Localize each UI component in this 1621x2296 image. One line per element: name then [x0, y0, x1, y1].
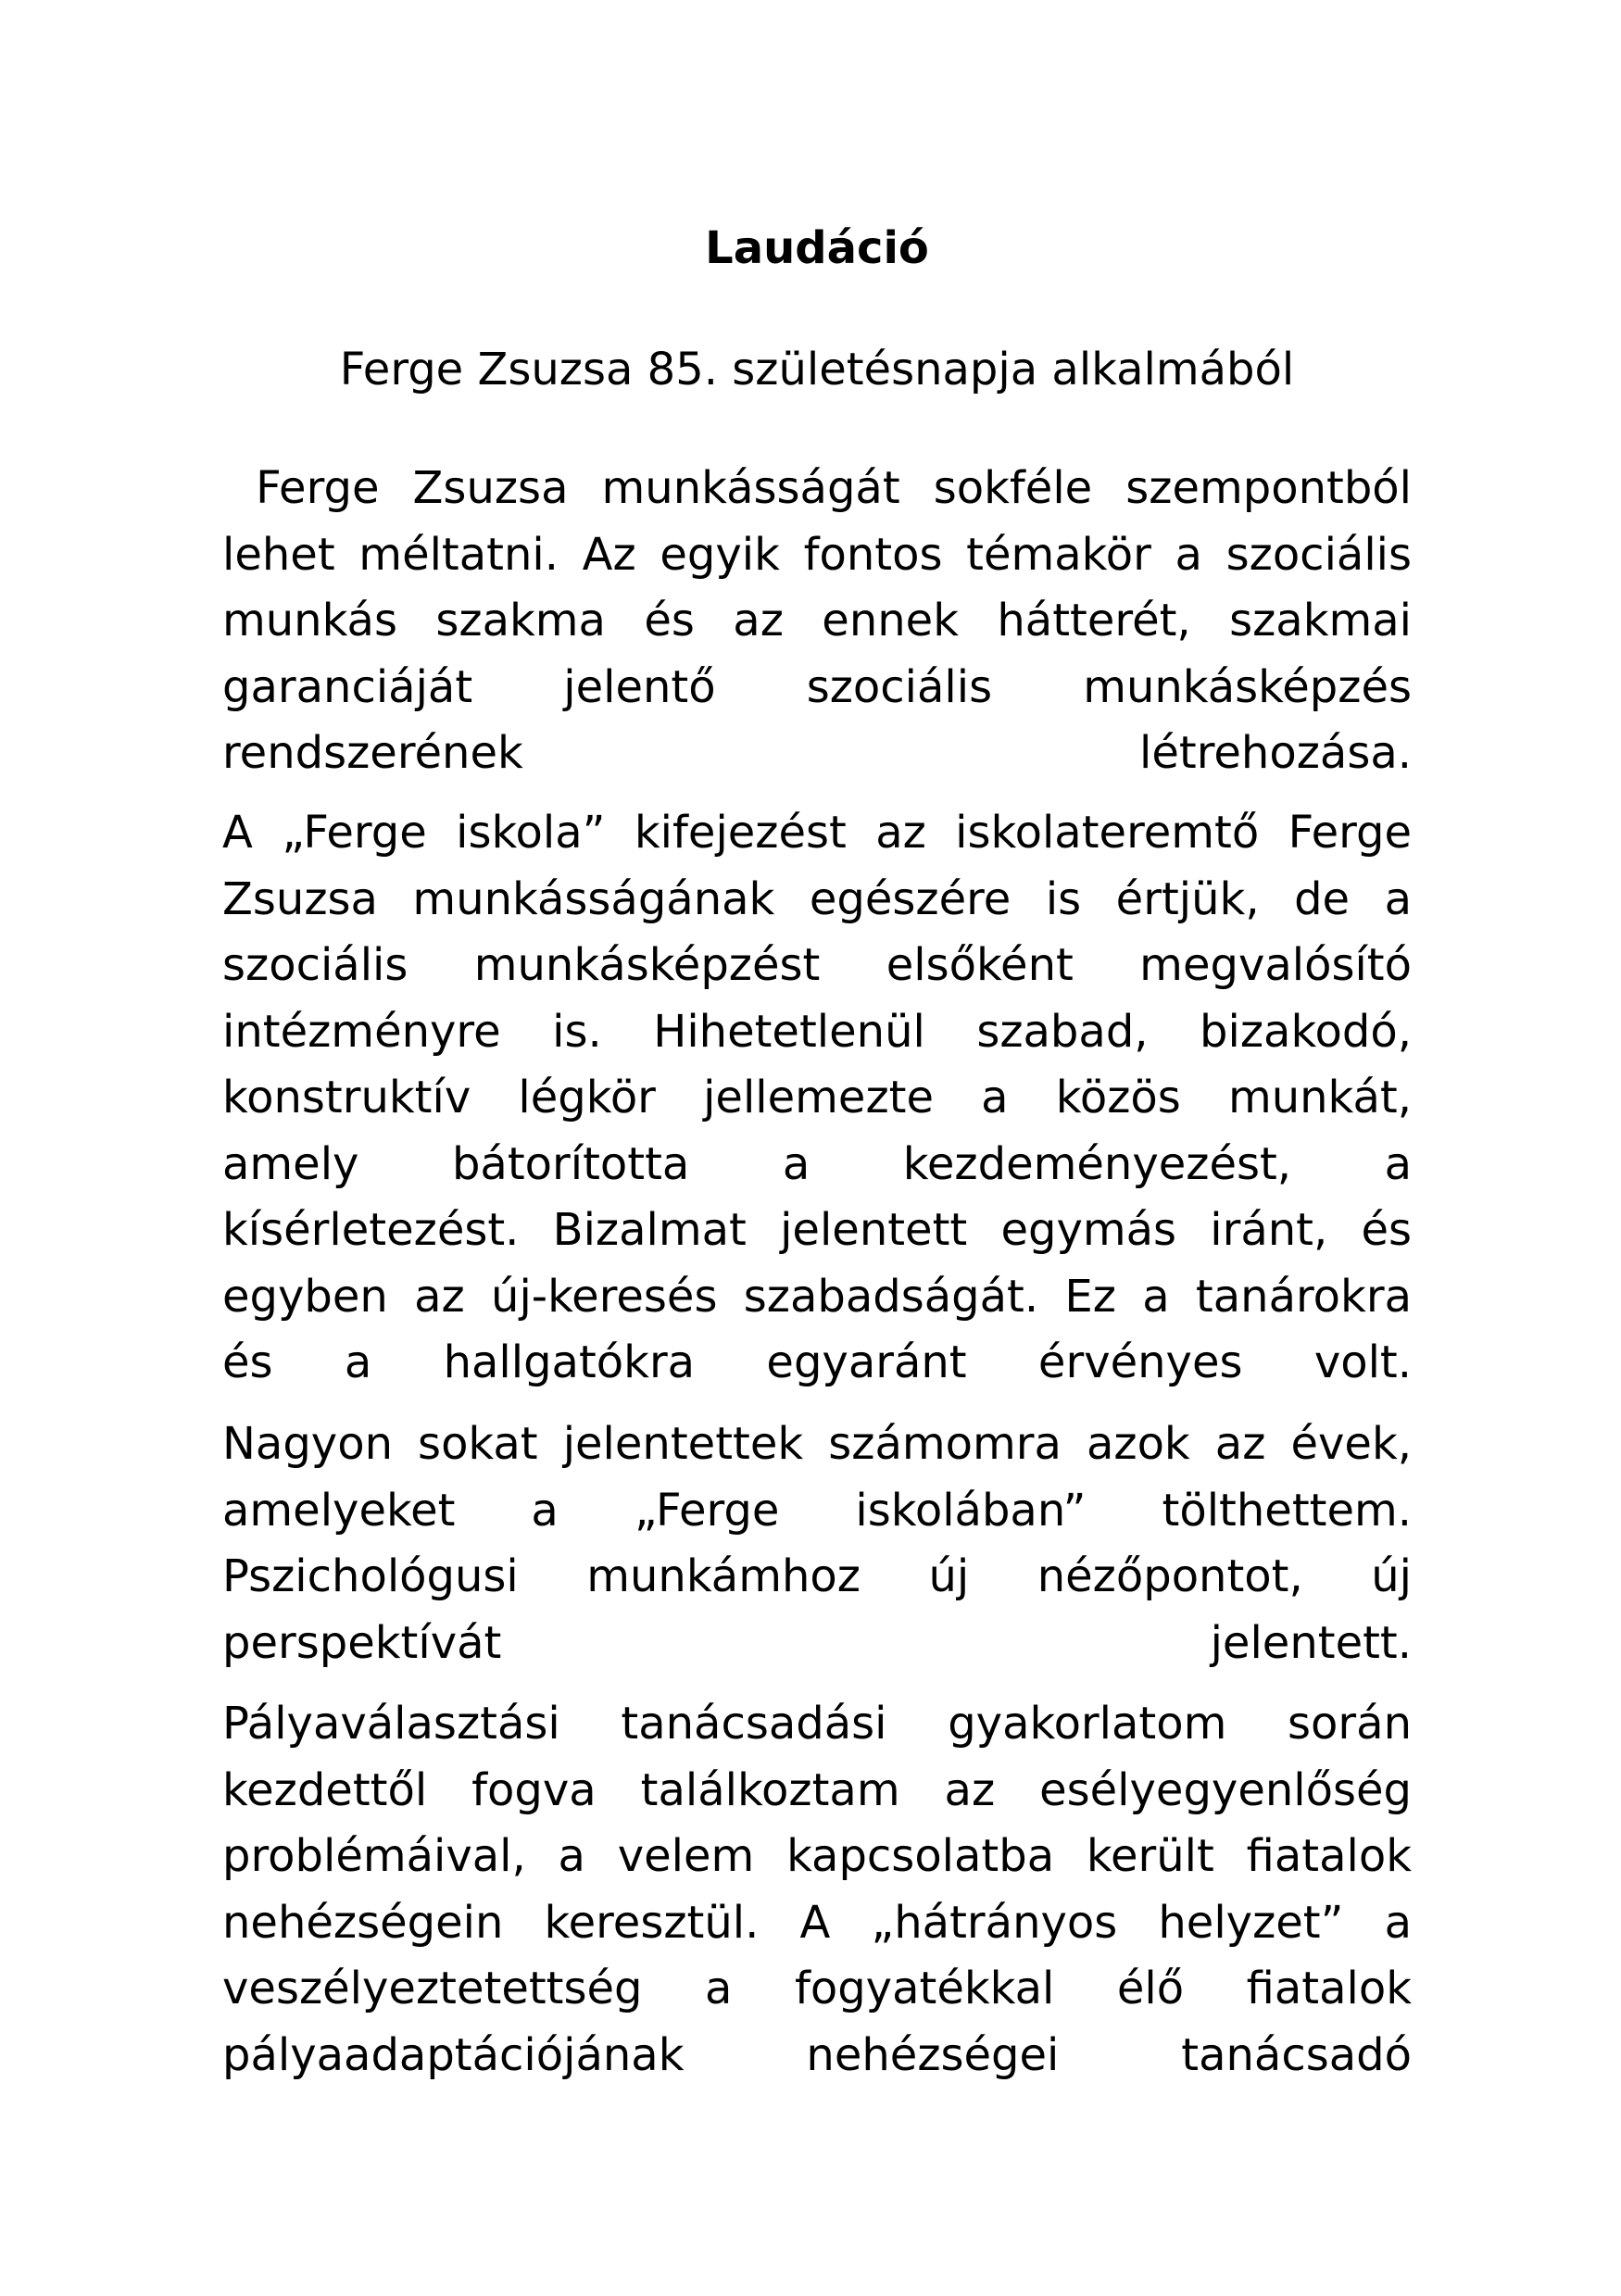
paragraph-line: szociális munkásképzést elsőként megvalósító	[222, 939, 1412, 991]
paragraph-line: és a hallgatókra egyaránt érvényes volt.	[222, 1336, 1412, 1388]
document-title: Laudáció	[705, 222, 929, 274]
paragraph-line: munkás szakma és az ennek hátterét, szakmai	[222, 595, 1412, 646]
paragraph-line: rendszerének létrehozása.	[222, 727, 1412, 779]
paragraph-line: konstruktív légkör jellemezte a közös munkát,	[222, 1072, 1412, 1123]
paragraph-line: Nagyon sokat jelentettek számomra azok az évek,	[222, 1418, 1412, 1470]
paragraph-line: amelyeket a „Ferge iskolában” tölthettem.	[222, 1484, 1412, 1537]
paragraph-line: perspektívát jelentett.	[222, 1616, 1412, 1669]
paragraph-4	[222, 1691, 1412, 2089]
paragraph-line: lehet méltatni. Az egyik fontos témakör a szociális	[222, 528, 1412, 581]
paragraph-line: Ferge Zsuzsa munkásságát sokféle szempontból	[222, 462, 1412, 514]
paragraph-line: amely bátorította a kezdeményezést, a	[222, 1137, 1412, 1190]
paragraph-line: Pályaválasztási tanácsadási gyakorlatom során	[222, 1698, 1412, 1750]
paragraph-line: kezdettől fogva találkoztam az esélyegyenlőség	[222, 1763, 1412, 1816]
paragraph-line: pályaadaptációjának nehézségei tanácsadó	[222, 2028, 1412, 2081]
paragraph-line: garanciáját jelentő szociális munkásképzés	[222, 660, 1412, 713]
paragraph-line: intézményre is. Hihetetlenül szabad, bizakodó,	[222, 1005, 1412, 1058]
paragraph-line: egyben az új-keresés szabadságát. Ez a tanárokra	[222, 1270, 1412, 1323]
paragraph-line: nehézségein keresztül. A „hátrányos helyzet” a	[222, 1896, 1412, 1949]
paragraph-line: A „Ferge iskola” kifejezést az iskolateremtő Ferge	[222, 807, 1412, 859]
paragraph-line: kísérletezést. Bizalmat jelentett egymás iránt, és	[222, 1204, 1412, 1256]
paragraph-line: problémáival, a velem kapcsolatba került fiatalok	[222, 1830, 1412, 1882]
document-subtitle: Ferge Zsuzsa 85. születésnapja alkalmából	[339, 344, 1295, 395]
paragraph-line: veszélyeztetettség a fogyatékkal élő fiatalok	[222, 1963, 1412, 2014]
paragraph-line: Zsuzsa munkásságának egészére is értjük, de a	[222, 872, 1412, 925]
paragraph-1	[222, 456, 1412, 787]
paragraph-line: Pszichológusi munkámhoz új nézőpontot, új	[222, 1550, 1412, 1602]
paragraph-2	[222, 800, 1412, 1397]
paragraph-3	[222, 1411, 1412, 1676]
